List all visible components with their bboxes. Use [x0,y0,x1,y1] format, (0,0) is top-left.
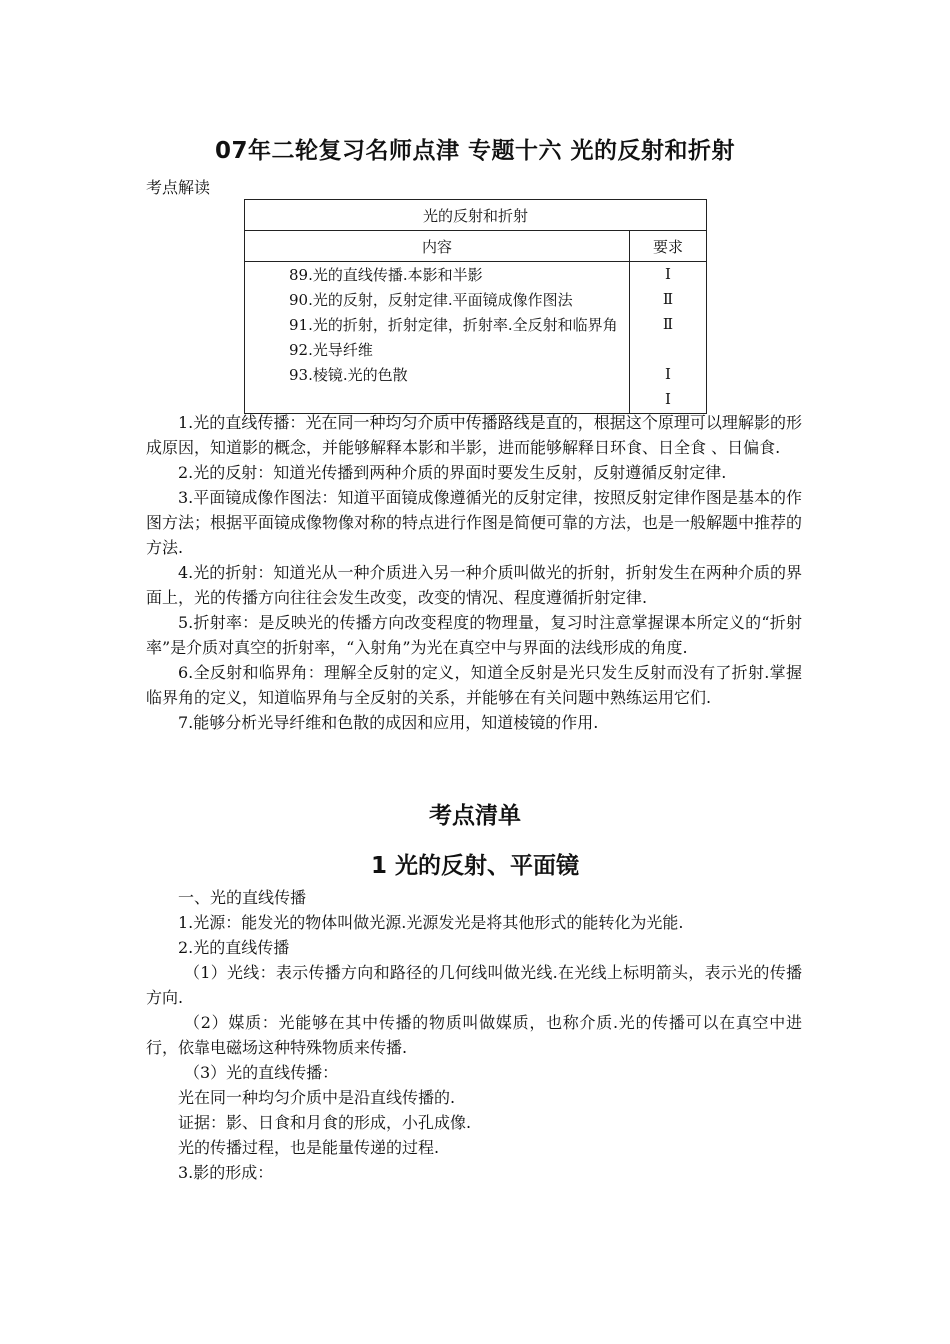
list-heading: 一、光的直线传播 [178,888,307,907]
table-header-content: 内容 [245,231,630,262]
list-item: 3.影的形成： [178,1163,274,1182]
table-row-level: Ⅰ [665,392,671,408]
table-content-column [245,262,630,414]
key-point: 7.能够分析光导纤维和色散的成因和应用，知道棱镜的作用. [178,713,599,732]
table-row-content: 93.棱镜.光的色散 [289,366,408,384]
list-subitem: （1）光线：表示传播方向和路径的几何线叫做光线.在光线上标明箭头，表示光的传播方向. [146,963,802,1007]
list-line: 光的传播过程，也是能量传递的过程. [178,1138,440,1157]
key-point: 5.折射率：是反映光的传播方向改变程度的物理量，复习时注意掌握课本所定义的“折射率”是介质对真空的折射率，“入射角”为光在真空中与界面的法线形成的角度. [146,613,802,657]
content-list [146,885,802,1185]
table-row-content: 90.光的反射，反射定律.平面镜成像作图法 [289,291,573,309]
key-point: 6.全反射和临界角：理解全反射的定义，知道全反射是光只发生反射而没有了折射.掌握临界角的定义，知道临界角与全反射的关系，并能够在有关问题中熟练运用它们. [146,663,802,707]
table-header-level: 要求 [630,231,707,262]
list-line: 光在同一种均匀介质中是沿直线传播的. [178,1088,456,1107]
key-point: 3.平面镜成像作图法：知道平面镜成像遵循光的反射定律，按照反射定律作图是基本的作图方法；根据平面镜成像物像对称的特点进行作图是简便可靠的方法，也是一般解题中推荐的方法. [146,488,803,557]
list-item: 2.光的直线传播 [178,938,290,957]
table-row-level: Ⅱ [662,292,674,308]
key-point: 4.光的折射：知道光从一种介质进入另一种介质叫做光的折射，折射发生在两种介质的界面上，光的传播方向往往会发生改变，改变的情况、程度遵循折射定律. [146,563,802,607]
list-item: 1.光源：能发光的物体叫做光源.光源发光是将其他形式的能转化为光能. [178,913,684,932]
requirements-table [244,199,707,414]
table-caption: 光的反射和折射 [245,200,707,231]
list-subitem: （3）光的直线传播： [184,1063,339,1082]
table-row-level: Ⅱ [662,317,674,333]
section-label-kaodian-jiedu: 考点解读 [146,178,211,197]
key-point: 1.光的直线传播：光在同一种均匀介质中传播路线是直的，根据这个原理可以理解影的形成原因，知道影的概念，并能够解释本影和半影，进而能够解释日环食、日全食 、日偏食. [146,413,802,457]
key-points-text [146,410,802,735]
section-title: 考点清单 [429,803,521,829]
section-subtitle: 1 光的反射、平面镜 [370,853,579,879]
table-level-column [630,262,707,414]
table-row-content: 91.光的折射，折射定律，折射率.全反射和临界角 [289,316,618,334]
table-row-content: 92.光导纤维 [289,341,373,359]
list-subitem: （2）媒质：光能够在其中传播的物质叫做媒质，也称介质.光的传播可以在真空中进行，依靠电磁场这种特殊物质来传播. [146,1013,802,1057]
table-row-level: Ⅰ [665,267,671,283]
table-row-content: 89.光的直线传播.本影和半影 [289,266,483,284]
page-title: 07年二轮复习名师点津 专题十六 光的反射和折射 [214,138,736,164]
list-line: 证据：影、日食和月食的形成，小孔成像. [178,1113,472,1132]
key-point: 2.光的反射：知道光传播到两种介质的界面时要发生反射，反射遵循反射定律. [178,463,727,482]
table-row-level: Ⅰ [665,367,671,383]
